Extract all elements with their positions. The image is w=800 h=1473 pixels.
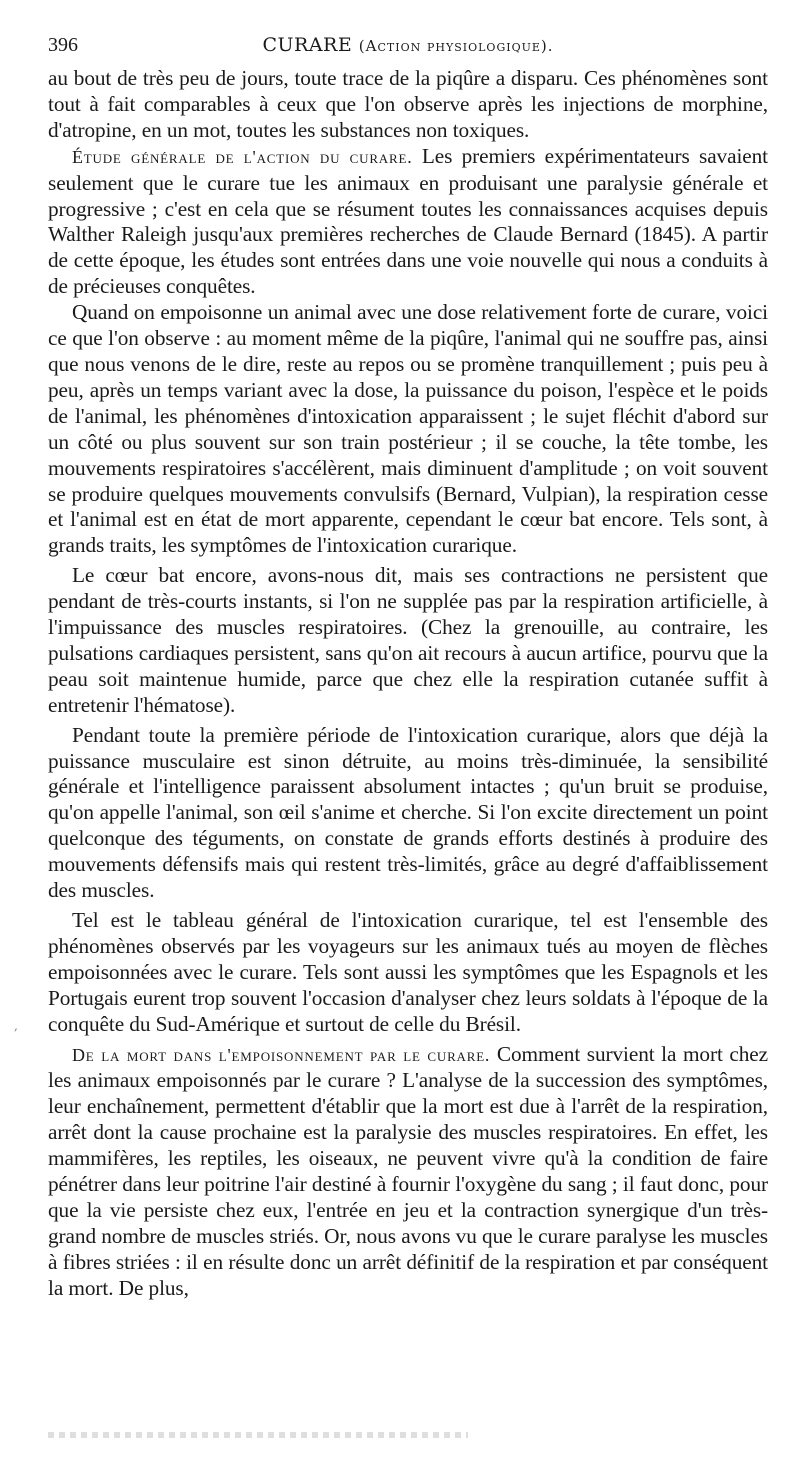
page-number: 396: [48, 34, 78, 56]
paragraph-text: Tel est le tableau général de l'intoxication curarique, tel est l'ensemble des phénomènes observés par les voyageurs sur les animaux tués au moyen de flèches empoisonnées avec le curare. Tels sont aussi les symptômes que les Espagnols et les Portugais eurent trop souvent l'occasion d'analyser chez leurs soldats à l'époque de la conquête du Sud-Amérique et surtout de celle du Brésil.: [48, 908, 768, 1036]
paragraph-text: Les premiers expérimentateurs savaient seulement que le curare tue les animaux en produisant une paralysie générale et progressive ; c'est en cela que se résument toutes les connaissances acquises depuis Walther Raleigh jusqu'aux premières recherches de Claude Bernard (1845). A partir de cette époque, les études sont entrées dans une voie nouvelle qui nous a conduits à de précieuses conquêtes.: [48, 143, 768, 299]
running-title: [48, 34, 768, 56]
running-title-sub: (Action physiologique).: [358, 37, 554, 55]
body-text: [48, 66, 768, 1302]
paragraph-text: Quand on empoisonne un animal avec une dose relativement forte de curare, voici ce que l'on observe : au moment même de la piqûre, l'animal qui ne souffre pas, ainsi que nous venons de le dire, reste au repos ou se promène tranquillement ; puis peu à peu, après un temps variant avec la dose, la puissance du poison, l'espèce et le poids de l'animal, les phénomènes d'intoxication apparaissent ; le sujet fléchit d'abord sur un côté ou plus souvent sur son train postérieur ; il se couche, la tête tombe, les mouvements respiratoires s'accélèrent, mais diminuent d'amplitude ; on voit souvent se produire quelques mouvements convulsifs (Bernard, Vulpian), la respiration cesse et l'animal est en état de mort apparente, cependant le cœur bat encore. Tels sont, à grands traits, les symptômes de l'intoxication curarique.: [48, 300, 768, 558]
paragraph-6: [48, 908, 768, 1038]
section-heading-etude: Étude générale de l'action du curare.: [72, 146, 413, 167]
faint-footer-line: [48, 1432, 468, 1438]
paragraph-text: au bout de très peu de jours, toute trace de la piqûre a disparu. Ces phénomènes sont tout à fait comparables à ceux que l'on observe après les injections de morphine, d'atropine, en un mot, toutes les substances non toxiques.: [48, 66, 768, 142]
running-head: [48, 34, 768, 64]
paragraph-3: [48, 300, 768, 559]
section-heading-mort: De la mort dans l'empoisonnement par le curare.: [72, 1044, 491, 1065]
paragraph-7: [48, 1042, 768, 1302]
paragraph-text: Comment survient la mort chez les animaux empoisonnés par le curare ? L'analyse de la succession des symptômes, leur enchaînement, permettent d'établir que la mort est due à l'arrêt de la respiration, arrêt dont la cause prochaine est la paralysie des muscles respiratoires. En effet, les mammifères, les reptiles, les oiseaux, ne peuvent vivre qu'à la condition de faire pénétrer dans leur poitrine l'air destiné à fournir l'oxygène du sang ; il faut donc, pour que la vie persiste chez eux, l'entrée en jeu et la contraction synergique d'un très-grand nombre de muscles striés. Or, nous avons vu que le curare paralyse les muscles à fibres striées : il en résulte donc un arrêt définitif de la respiration et par conséquent la mort. De plus,: [48, 1041, 768, 1300]
paragraph-1: [48, 66, 768, 144]
paragraph-2: [48, 144, 768, 300]
margin-mark: ,: [14, 1019, 18, 1033]
paragraph-4: [48, 563, 768, 718]
paragraph-text: Le cœur bat encore, avons-nous dit, mais ses contractions ne persistent que pendant de très-courts instants, si l'on ne supplée pas par la respiration artificielle, à l'impuissance des muscles respiratoires. (Chez la grenouille, au contraire, les pulsations cardiaques persistent, sans qu'on ait recours à aucun artifice, pourvu que la peau soit maintenue humide, parce que chez elle la respiration cutanée suffit à entretenir l'hématose).: [48, 563, 768, 717]
running-title-main: CURARE: [262, 34, 353, 56]
paragraph-text: Pendant toute la première période de l'intoxication curarique, alors que déjà la puissance musculaire est sinon détruite, au moins très-diminuée, la sensibilité générale et l'intelligence paraissent absolument intactes ; qu'un bruit se produise, qu'on appelle l'animal, son œil s'anime et cherche. Si l'on excite directement un point quelconque des téguments, on constate de grands efforts destinés à produire des mouvements défensifs mais qui restent très-limités, grâce au degré d'affaiblissement des muscles.: [48, 722, 768, 903]
paragraph-5: [48, 723, 768, 904]
